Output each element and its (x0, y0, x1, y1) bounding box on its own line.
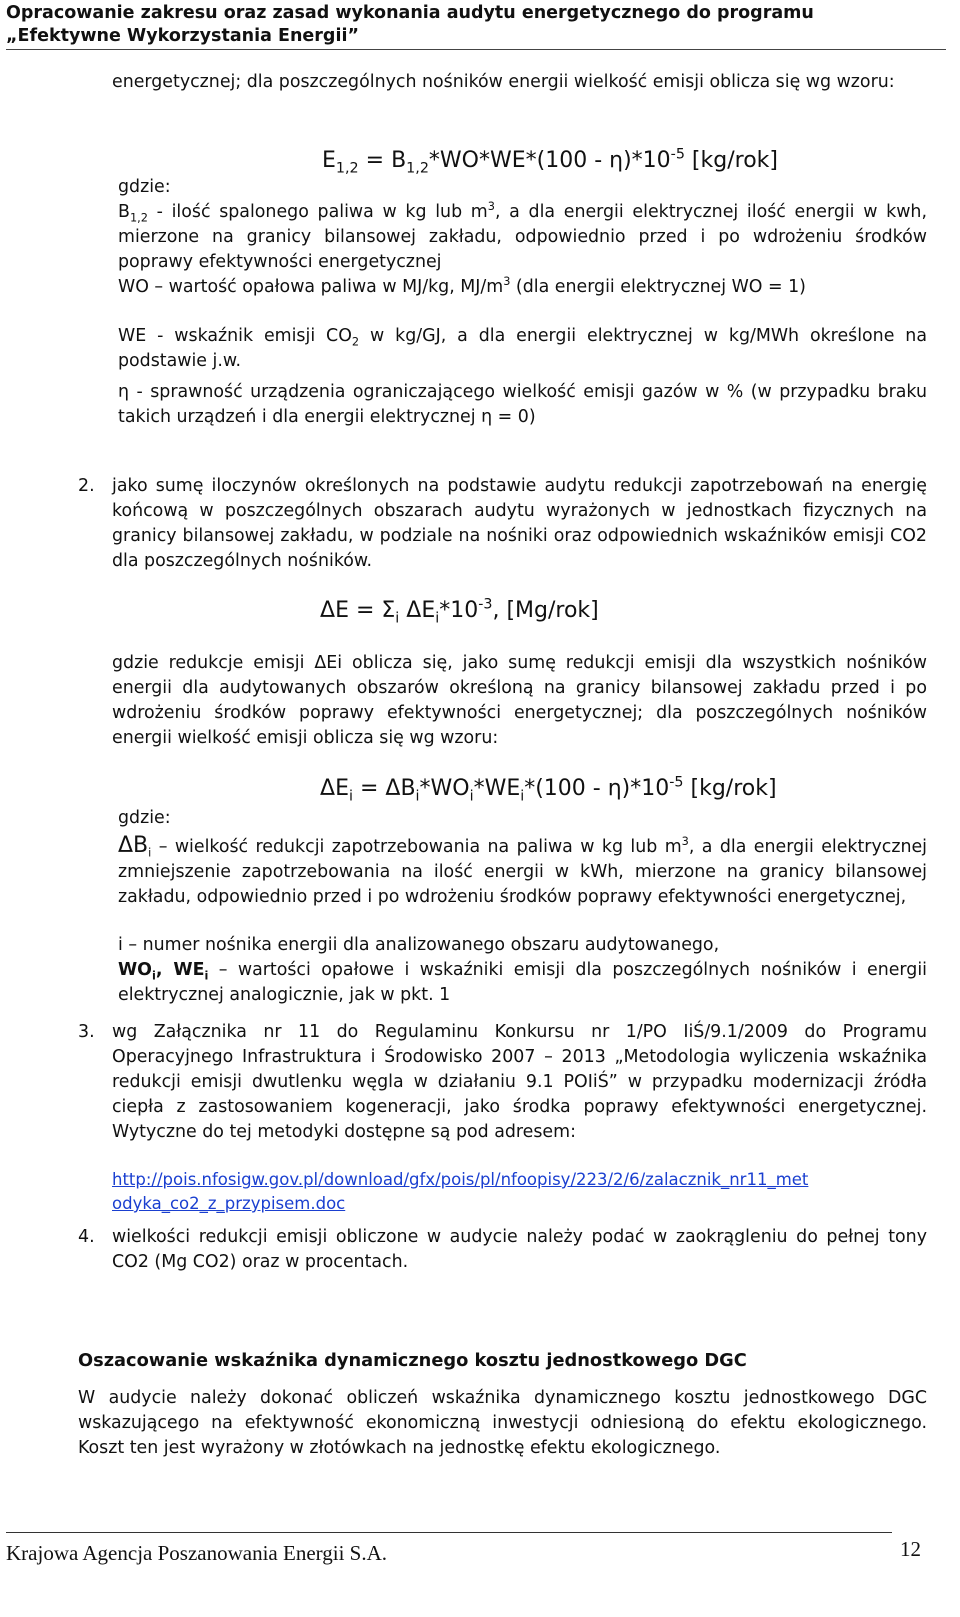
section-paragraph: W audycie należy dokonać obliczeń wskaźnika dynamicznego kosztu jednostkowego DGC wskazującego na efektywność ekonomiczną inwestycji odniesioną do efektu ekologicznego. Koszt ten jest wyrażony w złotówkach na jednostkę efektu ekologicznego. (78, 1388, 927, 1458)
list-item-2-text: jako sumę iloczynów określonych na podstawie audytu redukcji zapotrzebowań na energię końcową w poszczególnych obszarach audytu wyrażonych w jednostkach fizycznych na granicy bilansowej zakładu, w podziale na nośniki oraz odpowiednich wskaźników emisji CO2 dla poszczególnych nośników. (112, 476, 927, 571)
list-item-2-explanation: gdzie redukcje emisji ΔEi oblicza się, jako sumę redukcji emisji dla wszystkich nośników energii dla audytowanych obszarów określoną na granicy bilansowej zakładu przed i po wdrożeniu środków poprawy efektywności energetycznej; dla poszczególnych nośników energii wielkość emisji oblicza się wg wzoru: (112, 653, 927, 748)
header-title-line2: „Efektywne Wykorzystania Energii” (6, 26, 359, 46)
where-label-2: gdzie: (118, 808, 171, 828)
definition-i: i – numer nośnika energii dla analizowanego obszaru audytowanego, (118, 935, 720, 955)
footer-organization: Krajowa Agencja Poszanowania Energii S.A. (6, 1541, 388, 1565)
list-number-2: 2. (78, 476, 95, 496)
definition-b: $B_{1,2}$ - ilość spalonego paliwa w kg lub $m^3$, a dla energii elektrycznej ilość energii w kwh, mierzone na granicy bilansowej zakładu, odpowiednio przed i po wdrożeniu środków poprawy efektywności energetycznej (118, 200, 927, 272)
definition-we: WE - wskaźnik emisji $CO_2$ w kg/GJ, a dla energii elektrycznej w kg/MWh określone na podstawie j.w. (118, 326, 927, 371)
definition-delta-b: $\Delta B_i$ – wielkość redukcji zapotrzebowania na paliwa w kg lub $m^3$, a dla energii elektrycznej zmniejszenie zapotrzebowania na ilość energii w kWh, mierzone na granicy bilansowej zakładu, odpowiednio przed i po wdrożeniu środków poprawy efektywności energetycznej, (118, 833, 927, 907)
section-heading: Oszacowanie wskaźnika dynamicznego kosztu jednostkowego DGC (78, 1350, 747, 1371)
list-number-3: 3. (78, 1022, 95, 1042)
document-header (6, 2, 946, 48)
methodology-link[interactable]: http://pois.nfosigw.gov.pl/download/gfx/pois/pl/nfoopisy/223/2/6/zalacznik_nr11_met odyka_co2_z_przypisem.doc (112, 1170, 809, 1213)
list-number-4: 4. (78, 1227, 95, 1247)
page-number: 12 (900, 1537, 921, 1561)
delta-e-sum-formula: $\Delta E = \Sigma_i$ $\Delta E_i*10^{-3}$, [Mg/rok] (320, 596, 599, 627)
definition-eta: η - sprawność urządzenia ograniczającego wielkość emisji gazów w % (w przypadku braku takich urządzeń i dla energii elektrycznej η = 0) (118, 382, 927, 427)
emission-formula: $E_{1,2} = B_{1,2}*WO*WE*(100 - \eta)*10^{-5}$ [kg/rok] (322, 146, 778, 177)
intro-paragraph: energetycznej; dla poszczególnych nośników energii wielkość emisji oblicza się wg wzoru: (112, 72, 895, 92)
where-label: gdzie: (118, 177, 171, 197)
definition-wo: WO – wartość opałowa paliwa w MJ/kg, $MJ/m^3$ (dla energii elektrycznej WO = 1) (118, 275, 806, 297)
list-item-4-text: wielkości redukcji emisji obliczone w audycie należy podać w zaokrągleniu do pełnej tony CO2 (Mg CO2) oraz w procentach. (112, 1227, 927, 1272)
footer-divider (6, 1532, 892, 1533)
definition-wo-we: $WO_i$, $WE_i$ – wartości opałowe i wskaźniki emisji dla poszczególnych nośników i energii elektrycznej analogicznie, jak w pkt. 1 (118, 960, 927, 1005)
delta-ei-formula: $\Delta E_i = \Delta B_i*WO_i*WE_i*(100 - \eta)*10^{-5}$ [kg/rok] (320, 774, 777, 805)
header-title-line1: Opracowanie zakresu oraz zasad wykonania audytu energetycznego do programu (6, 3, 814, 23)
header-divider (6, 49, 946, 50)
list-item-3-text: wg Załącznika nr 11 do Regulaminu Konkursu nr 1/PO IiŚ/9.1/2009 do Programu Operacyjnego Infrastruktura i Środowisko 2007 – 2013 „Metodologia wyliczenia wskaźnika redukcji emisji dwutlenku węgla w działaniu 9.1 POIiŚ” w przypadku modernizacji źródła ciepła z zastosowaniem kogeneracji, jako środka poprawy efektywności energetycznej. Wytyczne do tej metodyki dostępne są pod adresem: (112, 1022, 927, 1142)
